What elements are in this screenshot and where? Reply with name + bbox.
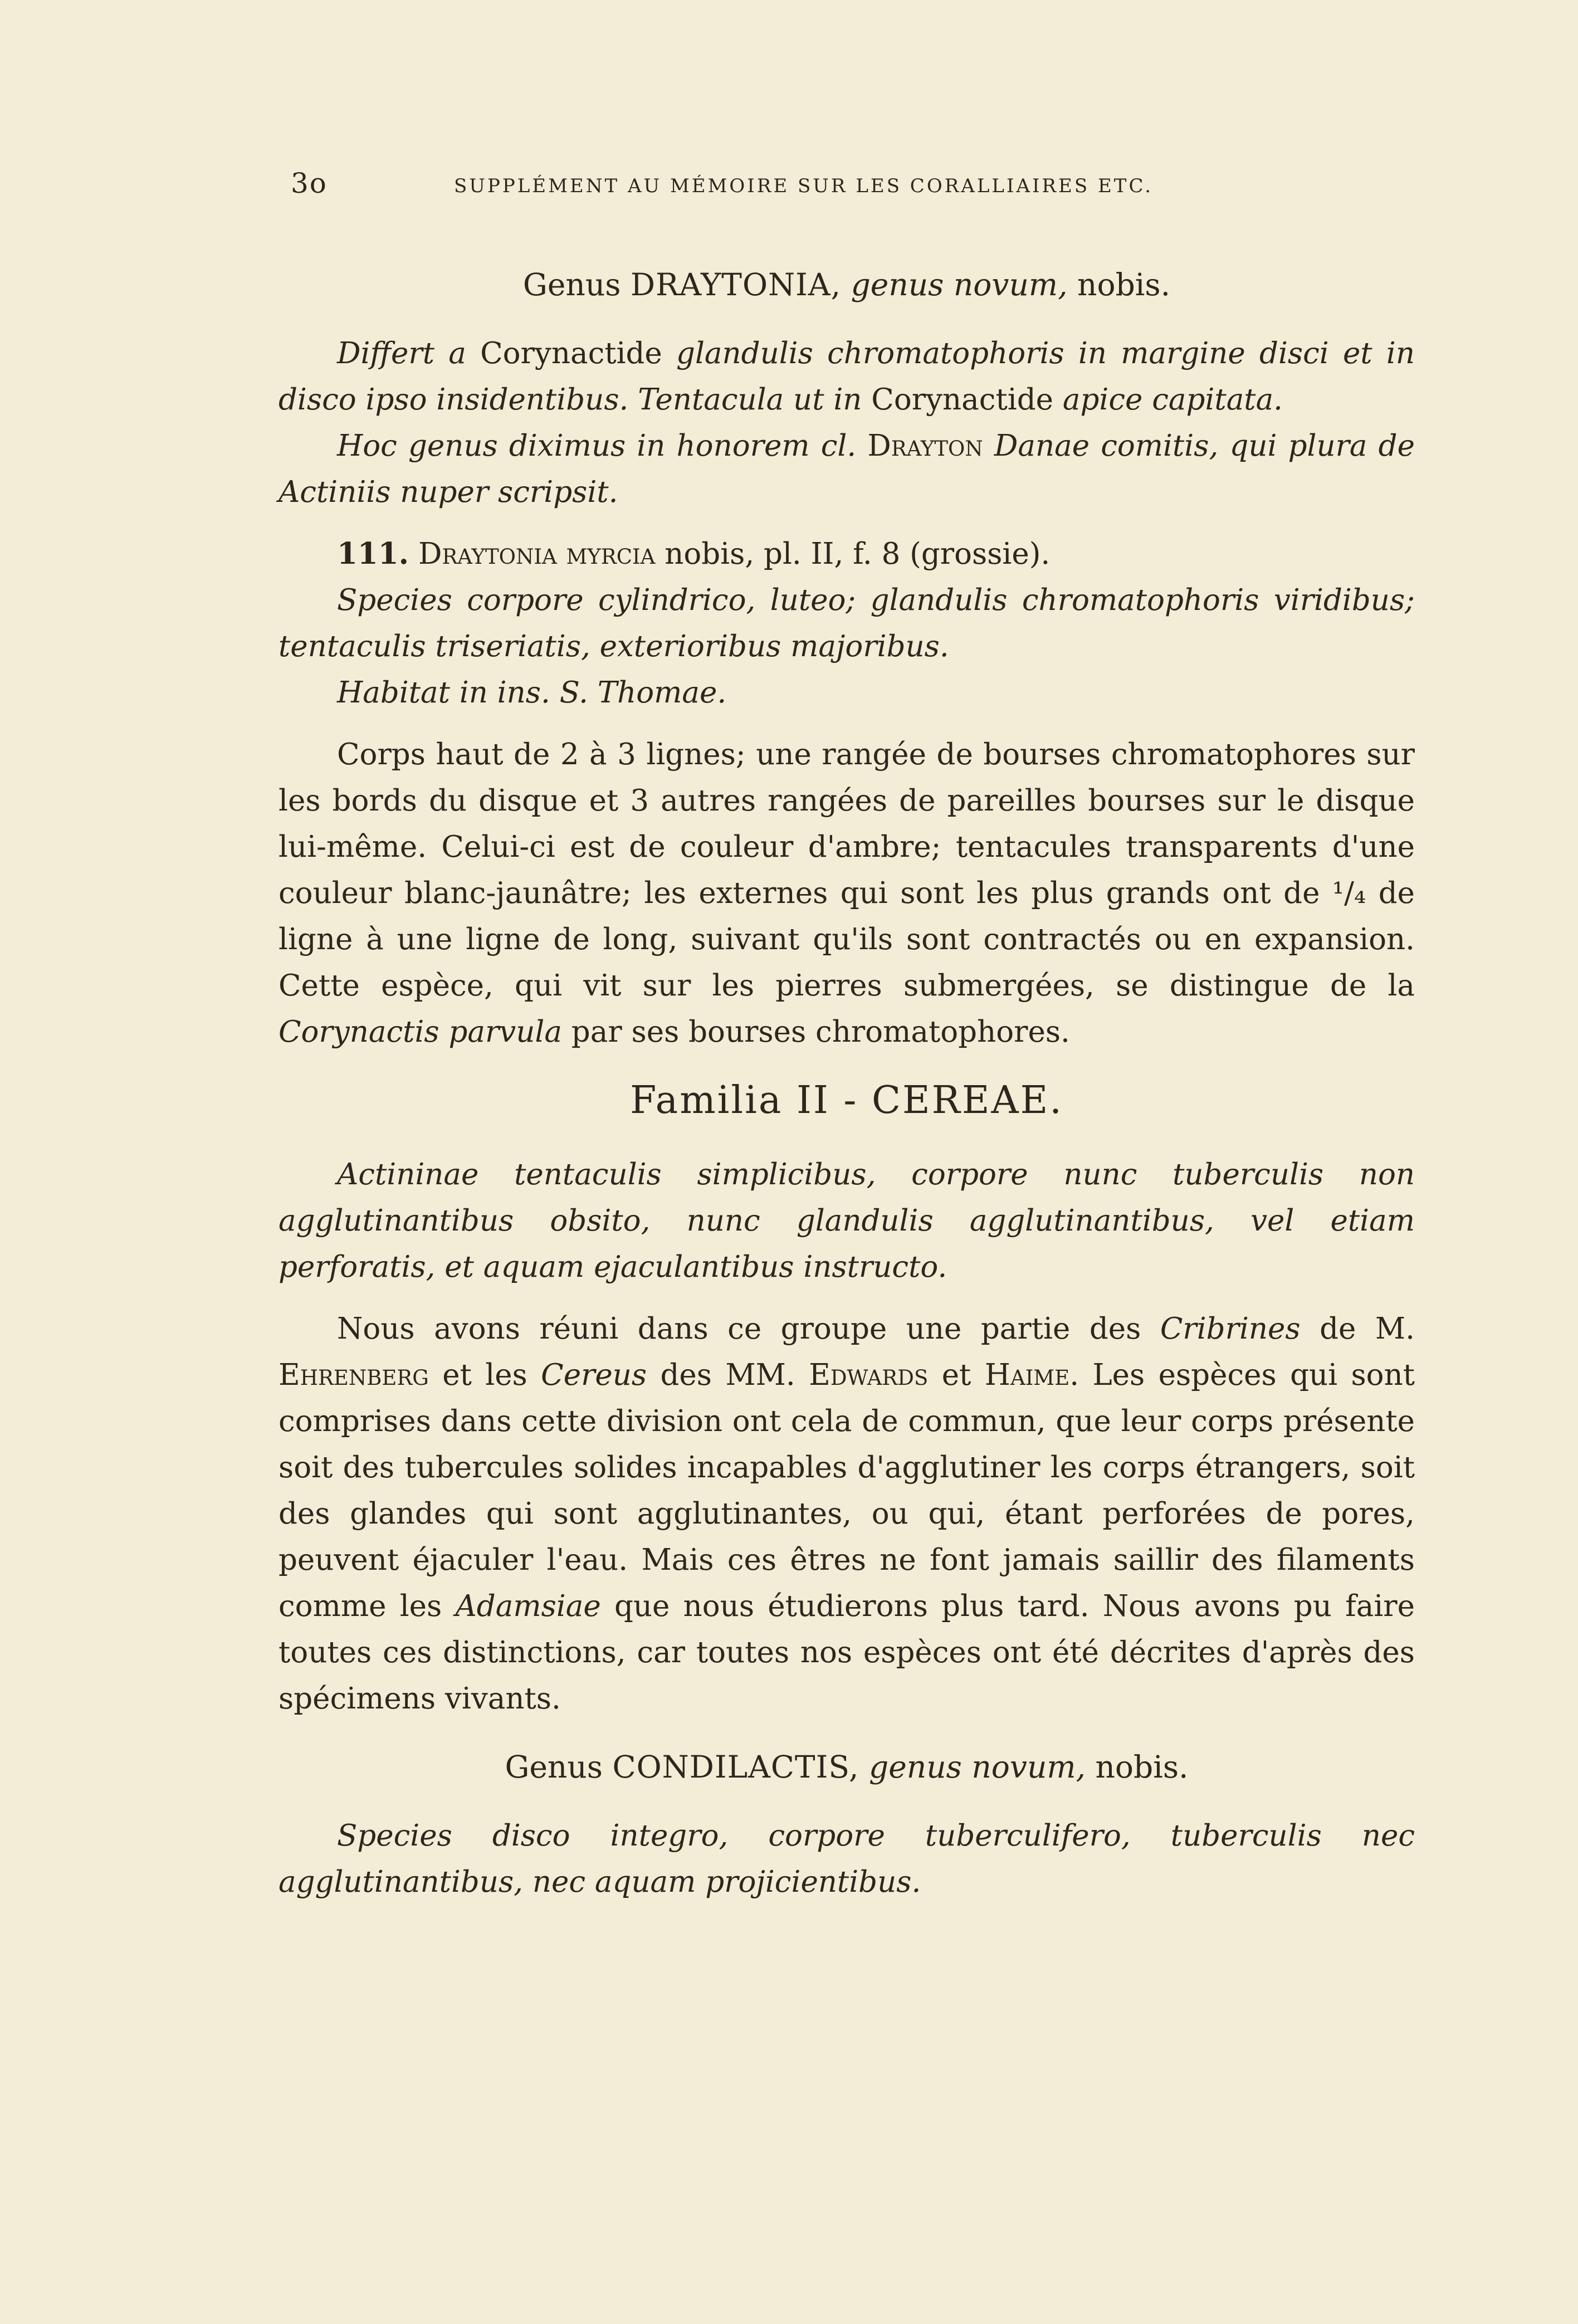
description-text: par ses bourses chromatophores. [571, 1015, 1070, 1049]
family-text: Nous avons réuni dans ce groupe une partie des [337, 1312, 1141, 1346]
family-description [279, 1306, 1415, 1722]
species-name: Draytonia myrcia [418, 537, 656, 571]
family-text: Les espèces qui sont comprises dans cette division ont cela de commun, que leur corps présente soit des tubercules solides incapables d'agglutiner les corps étrangers, soit des glandes qui sont agglutinantes, ou qui, étant perforées de pores, peuvent éjaculer l'eau. Mais ces êtres ne font jamais saillir des filaments comme les [279, 1358, 1415, 1623]
genus-draytonia-diagnosis [279, 330, 1415, 515]
diagnosis-dedication [279, 423, 1415, 515]
description-text: Corps haut de 2 à 3 lignes; une rangée de bourses chromatophores sur les bords du disque et 3 autres rangées de pareilles bourses sur le disque lui-même. Celui-ci est de couleur d'ambre; tentacules transparents d'une couleur blanc-jaunâtre; les externes qui sont les plus grands ont de ¹/₄ de ligne à une ligne de long, suivant qu'ils sont contractés ou en expansion. Cette espèce, qui vit sur les pierres submergées, se distingue de la [279, 738, 1415, 1003]
genus-qualifier: genus novum, [851, 267, 1068, 302]
genus-prefix: Genus [505, 1749, 603, 1785]
genus-name: CONDILACTIS, [612, 1749, 859, 1785]
person-name: Haime. [984, 1358, 1079, 1392]
genus-qualifier: genus novum, [869, 1749, 1086, 1785]
family-text: de M. [1320, 1312, 1415, 1346]
page-body [279, 262, 1415, 1921]
taxon-ref: Cribrines [1160, 1312, 1301, 1346]
genus-draytonia-heading [279, 262, 1415, 308]
genus-condilactis-heading [279, 1744, 1415, 1790]
diagnosis-text: Differt a [337, 336, 466, 370]
species-reference: nobis, pl. II, f. 8 (grossie). [665, 537, 1051, 571]
genus-name: DRAYTONIA, [630, 267, 842, 302]
genus-author: nobis. [1095, 1749, 1189, 1785]
family-text: et les [442, 1358, 527, 1392]
diagnosis-text: apice capitata. [1062, 383, 1283, 417]
family-text: que nous étudierons plus tard. Nous avons pu faire toutes ces distinctions, car toutes nos espèces ont été décrites d'après des spécimens vivants. [279, 1589, 1415, 1716]
species-habitat: Habitat in ins. S. Thomae. [337, 676, 727, 710]
genus-condilactis-diagnosis: Species disco integro, corpore tuberculifero, tuberculis nec agglutinantibus, nec aquam projicientibus. [279, 1819, 1415, 1899]
person-name: Edwards [809, 1358, 929, 1392]
diagnosis-text: glandulis chromatophoris in margine disci et in disco ipso insidentibus. Tentacula ut in [279, 336, 1415, 417]
species-111-heading [279, 531, 1415, 716]
page-header [279, 167, 1415, 212]
taxon-ref: Cereus [541, 1358, 647, 1392]
species-reference-italic: Corynactis parvula [279, 1015, 562, 1049]
family-heading: Familia II - CEREAE. [630, 1078, 1063, 1122]
running-head: SUPPLÉMENT AU MÉMOIRE SUR LES CORALLIAIRES ETC. [454, 175, 1154, 197]
genus-author: nobis. [1077, 267, 1171, 302]
family-text: et [941, 1358, 971, 1392]
taxon-ref: Adamsiae [455, 1589, 601, 1623]
person-name: Drayton [867, 429, 983, 463]
species-111-description [279, 731, 1415, 1055]
person-name: Ehrenberg [279, 1358, 429, 1392]
dedication-text: Hoc genus diximus in honorem cl. [337, 429, 857, 463]
family-text: des MM. [660, 1358, 795, 1392]
diagnosis-genus-ref: Corynactide [871, 383, 1053, 417]
species-number: 111. [337, 536, 409, 571]
page-number: 3o [291, 167, 328, 199]
genus-prefix: Genus [522, 267, 621, 302]
dedication-text: Danae comitis, qui plura de Actiniis nuper scripsit. [279, 429, 1415, 509]
family-diagnosis: Actininae tentaculis simplicibus, corpore nunc tuberculis non agglutinantibus obsito, nunc glandulis agglutinantibus, vel etiam perforatis, et aquam ejaculantibus instructo. [279, 1158, 1415, 1284]
species-diagnosis: Species corpore cylindrico, luteo; glandulis chromatophoris viridibus; tentaculis triseriatis, exterioribus majoribus. [279, 583, 1415, 663]
diagnosis-genus-ref: Corynactide [480, 336, 662, 370]
